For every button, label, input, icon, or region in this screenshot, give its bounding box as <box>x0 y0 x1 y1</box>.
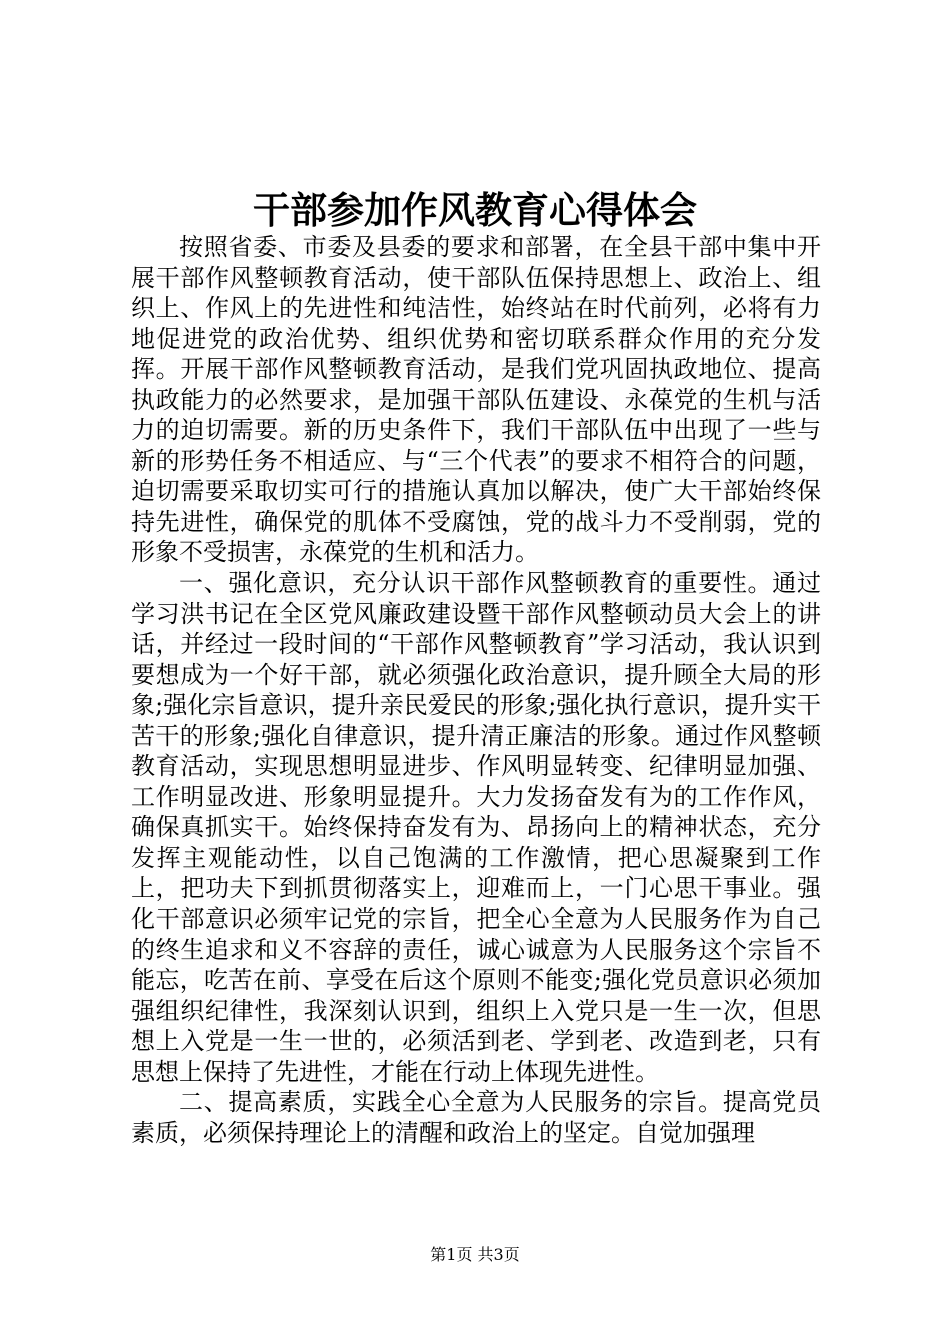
document-title: 干部参加作风教育心得体会 <box>253 188 697 232</box>
paragraph-section-two: 二、提高素质，实践全心全意为人民服务的宗旨。提高党员素质，必须保持理论上的清醒和政治上的坚定。自觉加强理 <box>131 1088 821 1147</box>
paragraph-intro: 按照省委、市委及县委的要求和部署，在全县干部中集中开展干部作风整顿教育活动，使干部队伍保持思想上、政治上、组织上、作风上的先进性和纯洁性，始终站在时代前列，必将有力地促进党的政治优势、组织优势和密切联系群众作用的充分发挥。开展干部作风整顿教育活动，是我们党巩固执政地位、提高执政能力的必然要求，是加强干部队伍建设、永葆党的生机与活力的迫切需要。新的历史条件下，我们干部队伍中出现了一些与新的形势任务不相适应、与“三个代表”的要求不相符合的问题，迫切需要采取切实可行的措施认真加以解决，使广大干部始终保持先进性，确保党的肌体不受腐蚀，党的战斗力不受削弱，党的形象不受损害，永葆党的生机和活力。 <box>131 233 821 567</box>
document-body <box>131 232 821 1148</box>
paragraph-section-one: 一、强化意识，充分认识干部作风整顿教育的重要性。通过学习洪书记在全区党风廉政建设暨干部作风整顿动员大会上的讲话，并经过一段时间的“干部作风整顿教育”学习活动，我认识到要想成为一个好干部，就必须强化政治意识，提升顾全大局的形象;强化宗旨意识，提升亲民爱民的形象;强化执行意识，提升实干苦干的形象;强化自律意识，提升清正廉洁的形象。通过作风整顿教育活动，实现思想明显进步、作风明显转变、纪律明显加强、工作明显改进、形象明显提升。大力发扬奋发有为的工作作风，确保真抓实干。始终保持奋发有为、昂扬向上的精神状态，充分发挥主观能动性，以自己饱满的工作激情，把心思凝聚到工作上，把功夫下到抓贯彻落实上，迎难而上，一门心思干事业。强化干部意识必须牢记党的宗旨，把全心全意为人民服务作为自己的终生追求和义不容辞的责任，诚心诚意为人民服务这个宗旨不能忘，吃苦在前、享受在后这个原则不能变;强化党员意识必须加强组织纪律性，我深刻认识到，组织上入党只是一生一次，但思想上入党是一生一世的，必须活到老、学到老、改造到老，只有思想上保持了先进性，才能在行动上体现先进性。 <box>131 569 821 1086</box>
page-number-footer: 第1页 共3页 <box>430 1245 520 1264</box>
